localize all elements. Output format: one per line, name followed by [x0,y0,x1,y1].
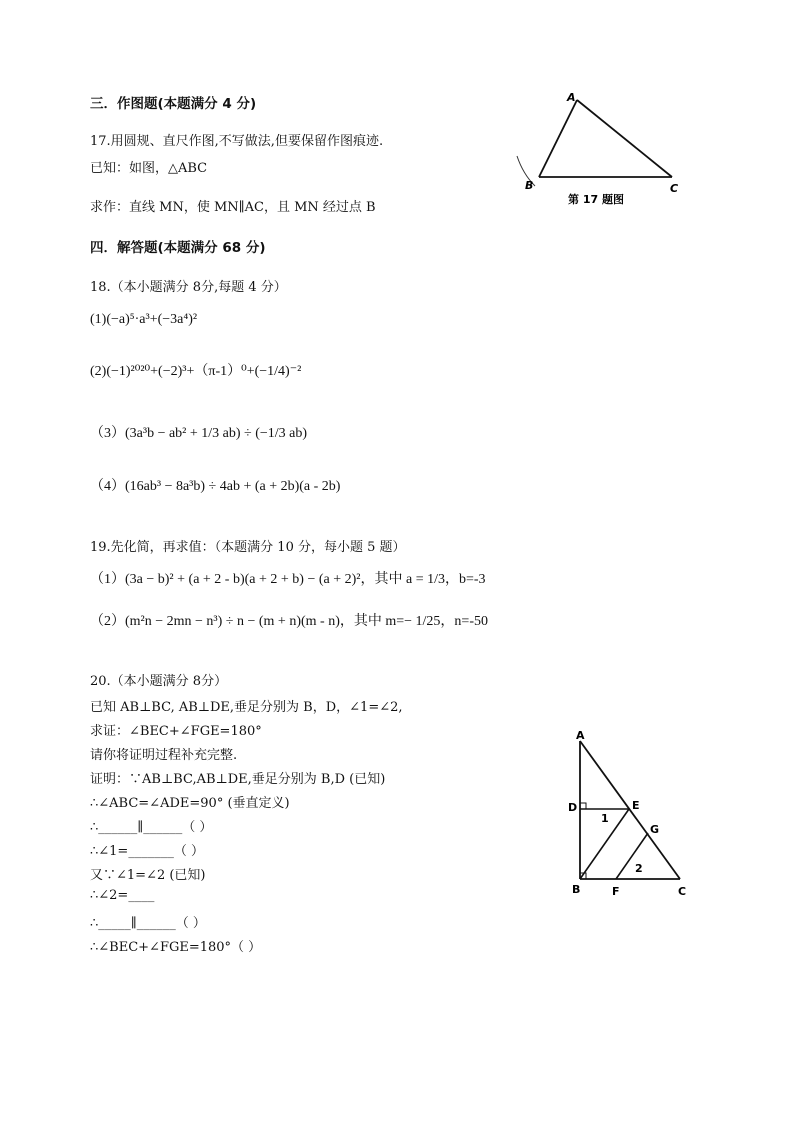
fig20-label-angle1: 1 [601,812,609,825]
fig20-right-angle-d [580,803,586,809]
q20-instruction: 请你将证明过程补充完整. [90,748,238,763]
q20-proof-line5: 又∵∠1=∠2 (已知) [90,868,206,883]
section3-heading: 三．作图题(本题满分 4 分) [90,96,257,112]
section4-heading: 四．解答题(本题满分 68 分) [90,240,266,256]
q20-prove: 求证：∠BEC+∠FGE=180° [90,724,262,739]
fig20-line-fg [616,833,648,879]
q18-part4: （4）(16ab³ − 8a³b) ÷ 4ab + (a + 2b)(a - 2b) [90,479,341,494]
q19-part1: （1）(3a − b)² + (a + 2 - b)(a + 2 + b) − (a + 2)²，其中 a = 1/3，b=-3 [90,572,486,587]
q18-part1: (1)(−a)⁵·a³+(−3a⁴)² [90,312,198,327]
fig20-label-e: E [632,799,640,812]
q17-line2: 已知：如图，△ABC [90,161,208,176]
q20-proof-line3: ∴______∥______（ ） [90,820,213,835]
q20-title: 20.（本小题满分 8分） [90,674,228,689]
fig17-side-ab [539,100,577,177]
fig17-label-b: B [525,179,534,192]
fig17-label-c: C [670,182,679,195]
q18-part2: (2)(−1)²⁰²⁰+(−2)³+（π-1）⁰+(−1/4)⁻² [90,364,302,379]
fig20-label-angle2: 2 [635,862,643,875]
fig20-label-f: F [612,885,620,898]
fig17-label-a: A [567,91,576,104]
q20-proof-line7: ∴_____∥______（ ） [90,916,206,931]
fig17-caption: 第 17 题图 [568,193,624,206]
q19-part2: （2）(m²n − 2mn − n³) ÷ n − (m + n)(m - n)，其中 m=− 1/25，n=-50 [90,614,488,629]
q20-proof-line8: ∴∠BEC+∠FGE=180°（ ） [90,940,262,955]
fig20-label-g: G [650,823,660,836]
fig20-diagram [560,725,700,905]
fig20-label-a: A [576,729,585,742]
q19-title: 19.先化简，再求值：（本题满分 10 分，每小题 5 题） [90,540,406,555]
fig17-side-ac [577,100,672,177]
fig17-triangle [505,86,695,211]
q18-title: 18.（本小题满分 8分,每题 4 分） [90,280,287,295]
fig20-label-b: B [572,883,581,896]
q20-proof-line6: ∴∠2=____ [90,888,155,903]
fig20-label-d: D [568,801,578,814]
q17-line1: 17.用圆规、直尺作图,不写做法,但要保留作图痕迹. [90,134,384,149]
q20-proof-line2: ∴∠ABC=∠ADE=90° (垂直定义) [90,796,290,811]
q20-known: 已知 AB⊥BC, AB⊥DE,垂足分别为 B，D，∠1=∠2, [90,700,403,715]
q18-part3: （3）(3a³b − ab² + 1/3 ab) ÷ (−1/3 ab) [90,426,308,441]
fig20-label-c: C [678,885,687,898]
q17-line3: 求作：直线 MN，使 MN∥AC，且 MN 经过点 B [90,200,376,215]
q20-proof-line4: ∴∠1=_______（ ） [90,844,204,859]
q20-proof-line1: 证明：∵AB⊥BC,AB⊥DE,垂足分别为 B,D (已知) [90,772,386,787]
